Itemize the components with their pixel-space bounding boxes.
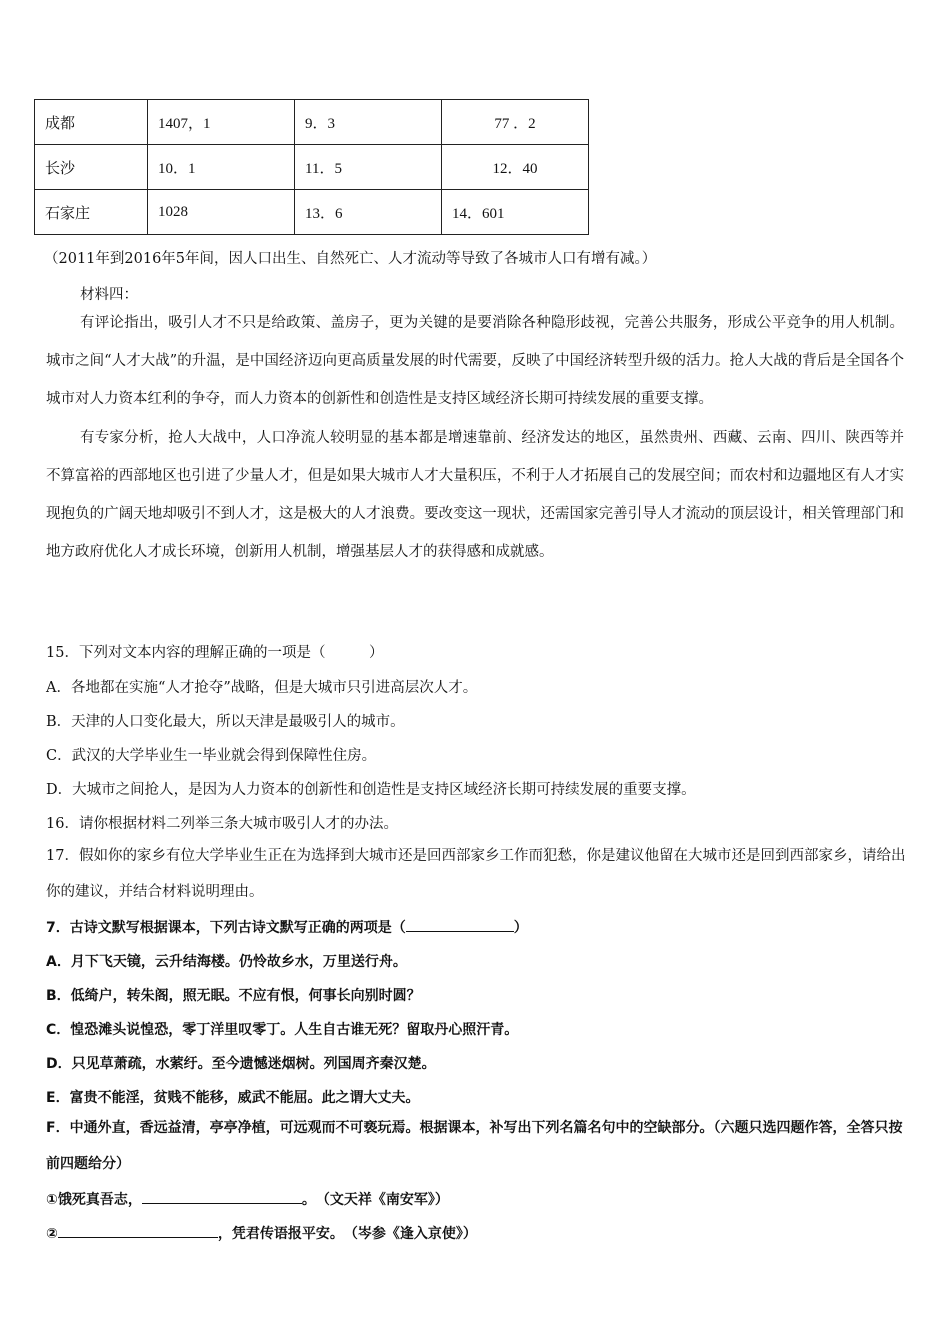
table-note: （2011年到2016年5年间，因人口出生、自然死亡、人才流动等导致了各城市人口有增有减。） bbox=[44, 251, 657, 267]
material-label: 材料四： bbox=[80, 287, 138, 303]
question-7-stem bbox=[46, 917, 906, 937]
question-16: 16．请你根据材料二列举三条大城市吸引人才的办法。 bbox=[46, 816, 398, 832]
question-7-option-c: C．惶恐滩头说惶恐，零丁洋里叹零丁。人生自古谁无死？留取丹心照汗青。 bbox=[46, 1022, 519, 1038]
question-7-option-f: F．中通外直，香远益清，亭亭净植，可远观而不可亵玩焉。根据课本，补写出下列名篇名句中的空缺部分。（六题只选四题作答，全答只按前四题给分） bbox=[46, 1120, 903, 1172]
fill-blank-2-after: ，凭君传语报平安。 （岑参《逢入京使》） bbox=[217, 1226, 477, 1242]
question-7-option-d: D．只见草萧疏，水萦纡。至今遗憾迷烟树。列国周齐秦汉楚。 bbox=[46, 1056, 436, 1072]
table-cell: 成都 bbox=[35, 100, 148, 145]
table-row bbox=[35, 145, 589, 190]
fill-blank-1-before: ①饿死真吾志， bbox=[46, 1192, 142, 1208]
table-cell: 石家庄 bbox=[35, 190, 148, 235]
answer-blank[interactable] bbox=[58, 1223, 218, 1238]
table-cell: 1407，1 bbox=[148, 100, 295, 145]
table-cell: 12．40 bbox=[442, 145, 589, 190]
table-cell: 13．6 bbox=[295, 190, 442, 235]
fill-blank-2-before: ② bbox=[46, 1226, 58, 1242]
question-15-stem: 15．下列对文本内容的理解正确的一项是（ ） bbox=[46, 645, 384, 661]
table-cell: 77 ．2 bbox=[442, 100, 589, 145]
question-17: 17．假如你的家乡有位大学毕业生正在为选择到大城市还是回西部家乡工作而犯愁，你是建议他留在大城市还是回到西部家乡，请给出你的建议，并结合材料说明理由。 bbox=[46, 848, 906, 900]
question-7-option-b: B．低绮户，转朱阁，照无眠。不应有恨，何事长向别时圆？ bbox=[46, 988, 421, 1004]
table-row bbox=[35, 100, 589, 145]
question-7-stem-close: ） bbox=[513, 920, 528, 936]
answer-blank[interactable] bbox=[406, 917, 514, 932]
material-paragraph: 有评论指出，吸引人才不只是给政策、盖房子，更为关键的是要消除各种隐形歧视，完善公共服务，形成公平竞争的用人机制。城市之间“人才大战”的升温，是中国经济迈向更高质量发展的时代需要，反映了中国经济转型升级的活力。抢人大战的背后是全国各个城市对人力资本红利的争夺，而人力资本的创新性和创造性是支持区域经济长期可持续发展的重要支撑。 bbox=[46, 315, 904, 407]
question-7-stem-text: 7．古诗文默写根据课本，下列古诗文默写正确的两项是（ bbox=[46, 920, 406, 936]
question-7-option-e: E．富贵不能淫，贫贱不能移，威武不能屈。此之谓大丈夫。 bbox=[46, 1090, 420, 1106]
fill-blank-1 bbox=[46, 1189, 906, 1209]
table-cell: 10．1 bbox=[148, 145, 295, 190]
question-15-option-d: D．大城市之间抢人，是因为人力资本的创新性和创造性是支持区域经济长期可持续发展的重要支撑。 bbox=[46, 782, 696, 798]
material-paragraph: 有专家分析，抢人大战中，人口净流人较明显的基本都是增速靠前、经济发达的地区，虽然贵州、西藏、云南、四川、陕西等并不算富裕的西部地区也引进了少量人才，但是如果大城市人才大量积压，不利于人才拓展自己的发展空间；而农村和边疆地区有人才实现抱负的广阔天地却吸引不到人才，这是极大的人才浪费。要改变这一现状，还需国家完善引导人才流动的顶层设计，相关管理部门和地方政府优化人才成长环境，创新用人机制，增强基层人才的获得感和成就感。 bbox=[46, 430, 904, 560]
question-15-option-b: B．天津的人口变化最大，所以天津是最吸引人的城市。 bbox=[46, 714, 405, 730]
fill-blank-1-after: 。 （文天祥《南安军》） bbox=[301, 1192, 449, 1208]
answer-blank[interactable] bbox=[142, 1189, 302, 1204]
table-cell: 1028 bbox=[148, 190, 295, 235]
table-cell: 11．5 bbox=[295, 145, 442, 190]
table-cell: 长沙 bbox=[35, 145, 148, 190]
table-cell: 9．3 bbox=[295, 100, 442, 145]
table-cell: 14．601 bbox=[442, 190, 589, 235]
fill-blank-2 bbox=[46, 1223, 906, 1243]
table-row bbox=[35, 190, 589, 235]
question-15-option-c: C．武汉的大学毕业生一毕业就会得到保障性住房。 bbox=[46, 748, 377, 764]
question-15-option-a: A．各地都在实施“人才抢夺”战略，但是大城市只引进高层次人才。 bbox=[46, 680, 478, 696]
city-population-table bbox=[34, 99, 589, 235]
question-7-option-a: A．月下飞天镜，云升结海楼。仍怜故乡水，万里送行舟。 bbox=[46, 954, 407, 970]
